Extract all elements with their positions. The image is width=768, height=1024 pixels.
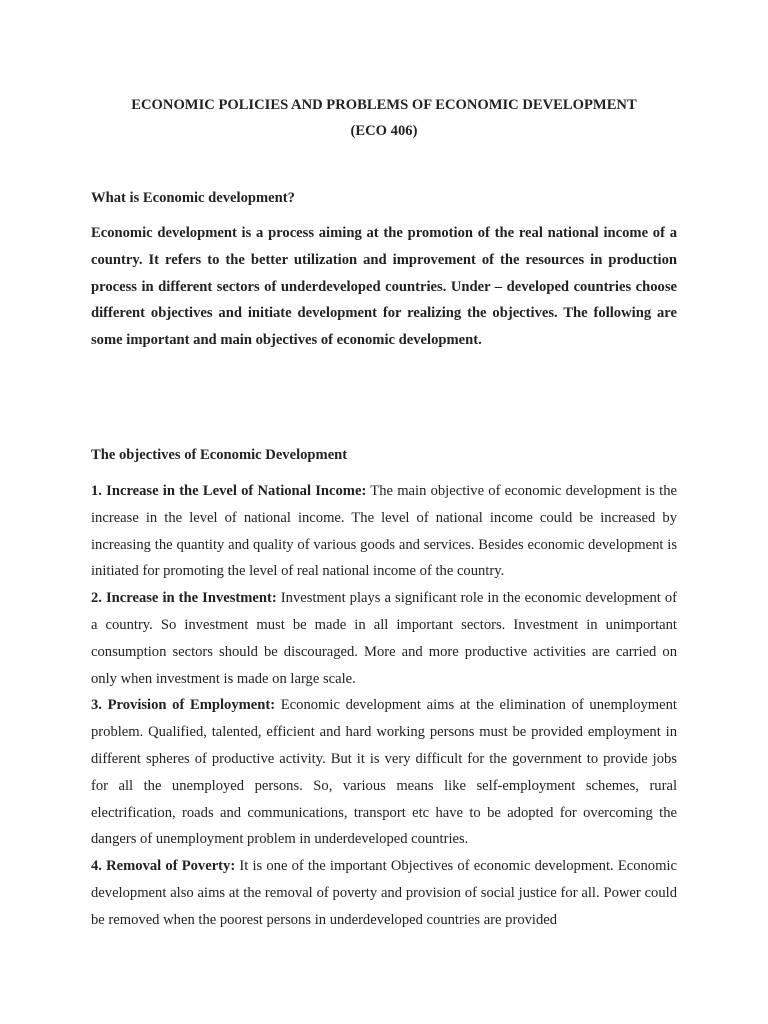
document-title-line1: ECONOMIC POLICIES AND PROBLEMS OF ECONOMIC DEVELOPMENT [131, 97, 637, 113]
objectives-heading: The objectives of Economic Development [91, 446, 348, 463]
objective-item-3 [91, 692, 677, 853]
objective-item-1 [91, 478, 677, 585]
objective-title: 3. Provision of Employment: [91, 697, 276, 714]
section-question: What is Economic development? [91, 190, 295, 206]
objective-text: It is one of the important Objectives of economic development. Economic development also aims at the removal of poverty and provision of social justice for all. Power could be removed when the poorest persons in underdeveloped countries are provided [91, 858, 677, 928]
objective-item-2 [91, 585, 677, 692]
document-course-code: (ECO 406) [350, 123, 418, 139]
intro-paragraph: Economic development is a process aiming at the promotion of the real national income of a country. It refers to the better utilization and improvement of the resources in production process in different sectors of underdeveloped countries. Under – developed countries choose different objectives and initiate development for realizing the objectives. The following are some important and main objectives of economic development. [91, 225, 677, 349]
objective-title: 2. Increase in the Investment: [91, 590, 277, 607]
objectives-list [91, 478, 677, 934]
objective-title: 1. Increase in the Level of National Income: [91, 482, 367, 499]
objective-item-4 [91, 853, 677, 933]
document-page [91, 92, 677, 934]
objective-text: Investment plays a significant role in the economic development of a country. So investment must be made in all important sectors. Investment in unimportant consumption sectors should be discouraged. More and more productive activities are carried on only when investment is made on large scale. [91, 590, 677, 687]
objective-title: 4. Removal of Poverty: [91, 858, 236, 875]
document-title [91, 92, 677, 144]
objective-text: Economic development aims at the elimination of unemployment problem. Qualified, talented, efficient and hard working persons must be provided employment in different spheres of productive activity. But it is very difficult for the government to provide jobs for all the unemployed persons. So, various means like self-employment schemes, rural electrification, roads and communications, transport etc have to be adopted for overcoming the dangers of unemployment problem in underdeveloped countries. [91, 697, 677, 848]
objective-text: The main objective of economic development is the increase in the level of national income. The level of national income could be increased by increasing the quantity and quality of various goods and services. Besides economic development is initiated for promoting the level of real national income of the country. [91, 482, 677, 580]
